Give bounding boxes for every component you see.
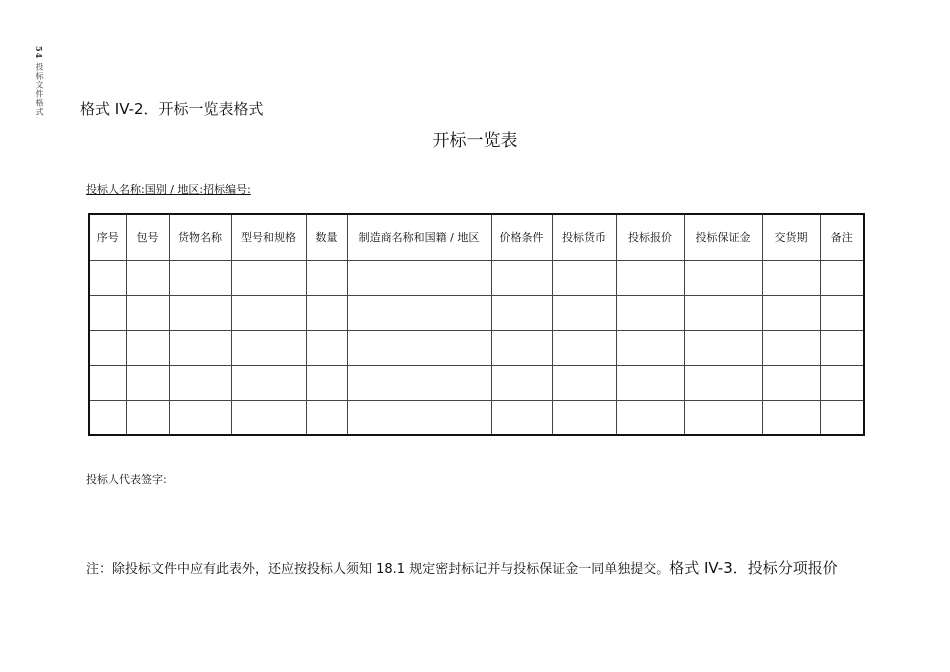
table-cell — [126, 400, 169, 435]
table-cell — [552, 295, 616, 330]
header-cell: 投标保证金 — [684, 214, 762, 260]
table-cell — [684, 400, 762, 435]
table-cell — [684, 295, 762, 330]
table-cell — [762, 400, 820, 435]
table-cell — [126, 330, 169, 365]
table-row — [89, 400, 864, 435]
table-cell — [684, 260, 762, 295]
table-cell — [231, 260, 306, 295]
margin-note — [34, 46, 45, 117]
header-cell: 数量 — [306, 214, 347, 260]
table-cell — [89, 330, 126, 365]
table-cell — [89, 365, 126, 400]
table-cell — [616, 330, 684, 365]
table-cell — [762, 260, 820, 295]
table-cell — [684, 365, 762, 400]
table-cell — [231, 365, 306, 400]
header-cell: 投标货币 — [552, 214, 616, 260]
table-cell — [820, 295, 864, 330]
table-cell — [169, 365, 231, 400]
table-cell — [491, 400, 552, 435]
table-cell — [89, 260, 126, 295]
table-cell — [169, 260, 231, 295]
table-row — [89, 260, 864, 295]
note-text: 注：除投标文件中应有此表外，还应按投标人须知 18.1 规定密封标记并与投标保证金一同单独提交。 — [86, 562, 670, 577]
table-cell — [616, 365, 684, 400]
table-cell — [552, 400, 616, 435]
bidder-info-line: 投标人名称:国别 / 地区:招标编号: — [86, 183, 251, 196]
table-cell — [347, 295, 491, 330]
page-number: 54 — [34, 46, 44, 60]
header-cell: 投标报价 — [616, 214, 684, 260]
table-cell — [491, 365, 552, 400]
header-cell: 序号 — [89, 214, 126, 260]
table-cell — [762, 365, 820, 400]
table-cell — [306, 365, 347, 400]
bid-opening-table — [88, 213, 865, 436]
table-cell — [89, 295, 126, 330]
table-cell — [820, 330, 864, 365]
section-label: 投标文件格式 — [35, 62, 44, 117]
table-row — [89, 330, 864, 365]
document-title: 开标一览表 — [432, 131, 518, 151]
header-cell: 型号和规格 — [231, 214, 306, 260]
header-cell: 货物名称 — [169, 214, 231, 260]
table-cell — [552, 260, 616, 295]
table-cell — [169, 400, 231, 435]
table-cell — [231, 400, 306, 435]
note-line — [86, 557, 838, 578]
next-format-heading: 格式 IV-3．投标分项报价 — [669, 559, 838, 577]
table-cell — [347, 400, 491, 435]
header-cell: 交货期 — [762, 214, 820, 260]
table-cell — [126, 260, 169, 295]
table-cell — [126, 365, 169, 400]
table-cell — [616, 295, 684, 330]
table-cell — [820, 260, 864, 295]
table-cell — [820, 400, 864, 435]
table-cell — [347, 365, 491, 400]
table-cell — [491, 330, 552, 365]
table-cell — [231, 295, 306, 330]
table-cell — [126, 295, 169, 330]
table-cell — [491, 295, 552, 330]
table-row — [89, 365, 864, 400]
table-cell — [89, 400, 126, 435]
table-cell — [762, 330, 820, 365]
table-cell — [169, 330, 231, 365]
table-cell — [347, 260, 491, 295]
table-cell — [306, 295, 347, 330]
table-cell — [231, 330, 306, 365]
table-cell — [169, 295, 231, 330]
table-cell — [347, 330, 491, 365]
signature-label: 投标人代表签字: — [86, 473, 167, 486]
table-cell — [491, 260, 552, 295]
format-heading: 格式 IV-2．开标一览表格式 — [80, 100, 264, 118]
table-header-row — [89, 214, 864, 260]
table-cell — [552, 365, 616, 400]
table-cell — [306, 400, 347, 435]
header-cell: 包号 — [126, 214, 169, 260]
header-cell: 价格条件 — [491, 214, 552, 260]
table-cell — [306, 330, 347, 365]
header-cell: 制造商名称和国籍 / 地区 — [347, 214, 491, 260]
table-cell — [552, 330, 616, 365]
table-cell — [306, 260, 347, 295]
table-cell — [616, 260, 684, 295]
header-cell: 备注 — [820, 214, 864, 260]
table-body — [89, 260, 864, 435]
table-cell — [820, 365, 864, 400]
table-cell — [616, 400, 684, 435]
table-cell — [684, 330, 762, 365]
table-row — [89, 295, 864, 330]
table-cell — [762, 295, 820, 330]
